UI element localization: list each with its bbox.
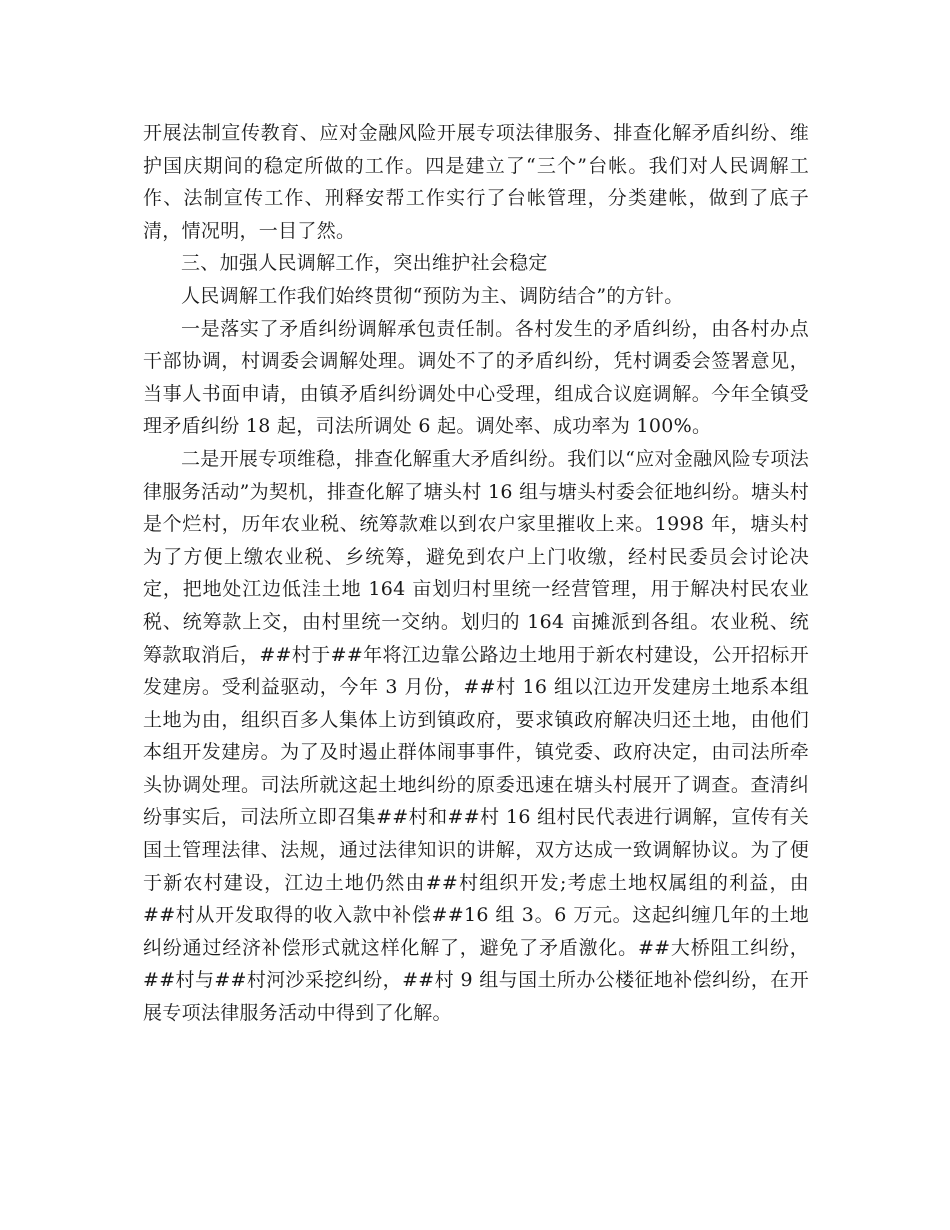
paragraph-item-one: 一是落实了矛盾纠纷调解承包责任制。各村发生的矛盾纠纷，由各村办点干部协调，村调委会调解处理。调处不了的矛盾纠纷，凭村调委会签署意见，当事人书面申请，由镇矛盾纠纷调处中心受理，组成合议庭调解。今年全镇受理矛盾纠纷 18 起，司法所调处 6 起。调处率、成功率为 100%。 [143, 317, 809, 438]
paragraph-mediation-principle: 人民调解工作我们始终贯彻“预防为主、调防结合”的方针。 [181, 284, 684, 307]
document-body [143, 117, 809, 1030]
section-heading-three: 三、加强人民调解工作，突出维护社会稳定 [181, 252, 548, 275]
paragraph-item-two: 二是开展专项维稳，排查化解重大矛盾纠纷。我们以“应对金融风险专项法律服务活动”为契机，排查化解了塘头村 16 组与塘头村委会征地纠纷。塘头村是个烂村，历年农业税、统筹款难以到农户家里摧收上来。1998 年，塘头村为了方便上缴农业税、乡统筹，避免到农户上门收缴，经村民委员会讨论决定，把地处江边低洼土地 164 亩划归村里统一经营管理，用于解决村民农业税、统筹款上交，由村里统一交纳。划归的 164 亩摊派到各组。农业税、统筹款取消后，##村于##年将江边靠公路边土地用于新农村建设，公开招标开发建房。受利益驱动，今年 3 月份，##村 16 组以江边开发建房土地系本组土地为由，组织百多人集体上访到镇政府，要求镇政府解决归还土地，由他们本组开发建房。为了及时遏止群体闹事事件，镇党委、政府决定，由司法所牵头协调处理。司法所就这起土地纠纷的原委迅速在塘头村展开了调查。查清纠纷事实后，司法所立即召集##村和##村 16 组村民代表进行调解，宣传有关国土管理法律、法规，通过法律知识的讲解，双方达成一致调解协议。为了便于新农村建设，江边土地仍然由##村组织开发;考虑土地权属组的利益，由##村从开发取得的收入款中补偿##16 组 3。6 万元。这起纠缠几年的土地纠纷通过经济补偿形式就这样化解了，避免了矛盾激化。##大桥阻工纠纷，##村与##村河沙采挖纠纷，##村 9 组与国土所办公楼征地补偿纠纷，在开展专项法律服务活动中得到了化解。 [143, 447, 809, 1025]
paragraph-continuation: 开展法制宣传教育、应对金融风险开展专项法律服务、排查化解矛盾纠纷、维护国庆期间的稳定所做的工作。四是建立了“三个”台帐。我们对人民调解工作、法制宣传工作、刑释安帮工作实行了台帐管理，分类建帐，做到了底子清，情况明，一目了然。 [143, 122, 809, 242]
